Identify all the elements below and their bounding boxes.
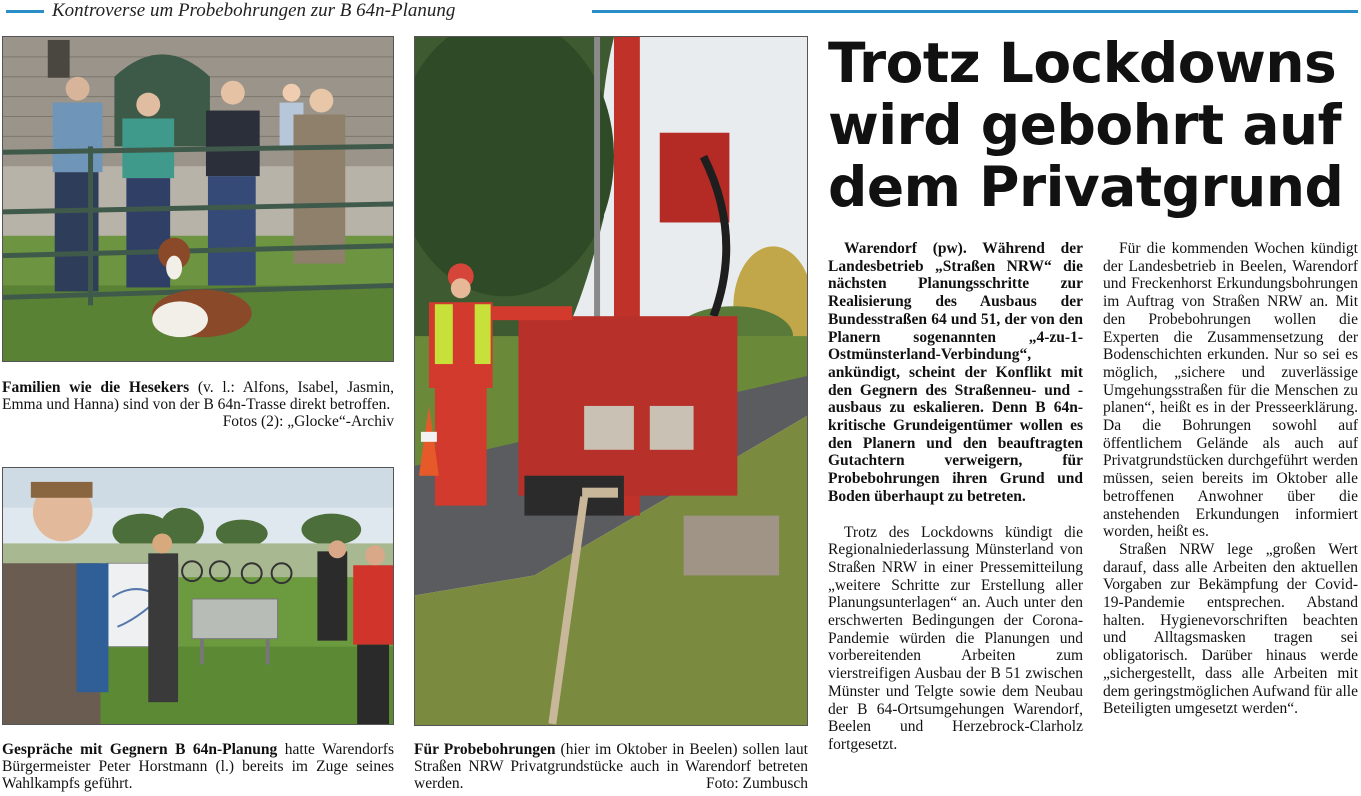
drill-caption-text: (hier im Oktober in Beelen) sollen laut Straßen NRW Privatgrundstücke auch in Warendorf betreten werden. [414,741,808,792]
drill-photo [414,36,808,726]
family-photo [2,36,394,362]
article-paragraph-2: Für die kommenden Wochen kündigt der Landesbetrieb in Beelen, Warendorf und Freckenhorst Erkundungsbohrungen im Auftrag von Straßen NRW an. Mit den Probebohrungen wollen die Experten die Zusammensetzung der Bodenschichten erkunden. Nur so sei es möglich, „sichere und zuverlässige Umgehungsstraßen für die Menschen zu planen“, heißt es in der Presseerklärung. Da die Bohrungen sowohl auf öffentlichem Gelände als auch auf Privatgrundstücken durchgeführt werden müssen, seien bereits im Oktober alle betroffenen Anwohner über die anstehenden Erkundungen informiert worden, heißt es. [1103,240,1358,541]
family-caption-credit: Fotos (2): „Glocke“-Archiv [222,413,394,430]
headline-line-2: wird gebohrt auf [828,93,1342,157]
meeting-caption-text: hatte Warendorfs Bürgermeister Peter Horstmann (l.) bereits im Zuge seines Wahlkampfs geführt. [2,741,394,792]
article-lead: Warendorf (pw). Während der Landesbetrieb „Straßen NRW“ die nächsten Planungsschritte zur Realisierung des Ausbaus der Bundesstraßen 64 und 51, der von den Planern sogenannten „4-zu-1-Ostmünsterland-Verbindung“, ankündigt, scheint der Konflikt mit den Gegnern des Straßenneu- und -ausbaus zu eskalieren. Denn B 64n-kritische Grundeigentümer wollen es den Planern und den beauftragten Gutachtern verweigern, für Probebohrungen ihren Grund und Boden überhaupt zu betreten. [828,240,1083,505]
article-paragraph-3: Straßen NRW lege „großen Wert darauf, dass alle Arbeiten den aktuellen Vorgaben zur Bekämpfung der Covid-19-Pandemie entsprechen. Abstand halten. Hygienevorschriften beachten und Alltagsmasken tragen sei obligatorisch. Darüber hinaus werde „sichergestellt, dass alle Arbeiten mit dem geringstmöglichen Aufwand für alle Beteiligten umgesetzt werden“. [1103,540,1358,718]
article-paragraph-1: Trotz des Lockdowns kündigt die Regionalniederlassung Münsterland von Straßen NRW in einer Pressemitteilung „weitere Schritte zur Erstellung aller Planungsunterlagen“ an. Auch unter den erschwerten Bedingungen der Corona-Pandemie würden die Planungen und vorbereitenden Arbeiten zum vierstreifigen Ausbau der B 51 zwischen Münster und Telgte sowie dem Neubau der B 64-Ortsumgehungen Warendorf, Beelen und Herzebrock-Clarholz fortgesetzt. [828,523,1083,753]
family-caption [2,379,394,430]
rubric-rule-right [592,10,1358,13]
article-column-2 [1103,240,1358,718]
headline-line-3: dem Privatgrund [828,155,1344,219]
article-column-1 [828,240,1083,754]
meeting-caption [2,741,394,792]
headline [828,32,1358,218]
meeting-caption-bold: Gespräche mit Gegnern B 64n-Planung [2,741,278,758]
family-caption-bold: Familien wie die Hesekers [2,379,190,396]
rubric-rule-left [6,10,44,13]
meeting-photo [2,467,394,725]
drill-caption-bold: Für Probebohrungen [414,741,556,758]
drill-caption-credit: Foto: Zumbusch [705,775,808,792]
drill-caption [414,741,808,792]
headline-line-1: Trotz Lockdowns [828,31,1337,95]
rubric-title: Kontroverse um Probebohrungen zur B 64n-Planung [52,0,456,21]
family-caption-text: (v. l.: Alfons, Isabel, Jasmin, Emma und Hanna) sind von der B 64n-Trasse direkt betroffen. [2,379,395,413]
